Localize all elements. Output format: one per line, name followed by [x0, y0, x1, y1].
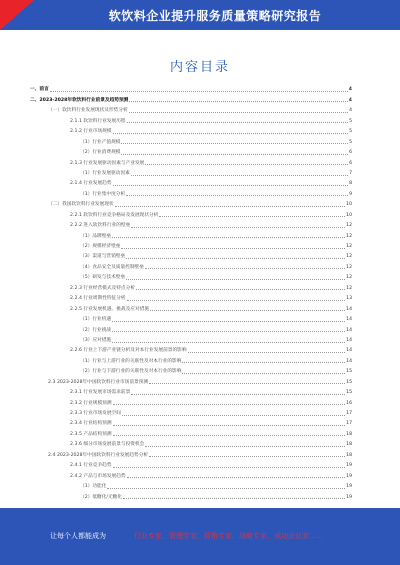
- toc-leader-dots: [50, 91, 348, 92]
- toc-entry-label: 2.1.2 行业市场规模: [70, 129, 112, 135]
- toc-entry-page: 12: [346, 254, 352, 260]
- toc-leader-dots: [122, 415, 345, 416]
- toc-heading: 内容目录: [169, 60, 230, 75]
- header-red-triangle: [0, 0, 34, 30]
- toc-entry-label: 2.3 2023-2028年中国软饮料行业市场前景预测: [48, 379, 149, 385]
- toc-entry[interactable]: [30, 177, 352, 187]
- toc-leader-dots: [136, 289, 345, 290]
- toc-entry[interactable]: [30, 302, 352, 312]
- toc-entry-label: 2.1.1 软饮料行业发展历程: [70, 118, 126, 124]
- toc-leader-dots: [126, 195, 348, 196]
- toc-entry-page: 10: [346, 202, 352, 208]
- toc-entry-page: 15: [346, 379, 352, 385]
- toc-leader-dots: [121, 248, 345, 249]
- toc-entry-page: 5: [349, 139, 352, 145]
- toc-entry-page: 9: [349, 191, 352, 197]
- toc-leader-dots: [113, 425, 346, 426]
- toc-entry-page: 16: [346, 400, 352, 406]
- toc-entry[interactable]: [30, 250, 352, 260]
- toc-entry-page: 12: [346, 275, 352, 281]
- toc-entry[interactable]: [30, 240, 352, 250]
- toc-leader-dots: [127, 300, 346, 301]
- toc-entry[interactable]: [30, 313, 352, 323]
- toc-entry-label: （4）食品安全及质量控制壁垒: [80, 264, 144, 270]
- toc-entry-label: 2.2.1 软饮料行业竞争格局及发展现状分析: [70, 212, 159, 218]
- toc-entry-page: 19: [346, 494, 352, 500]
- toc-entry-page: 18: [346, 442, 352, 448]
- toc-entry[interactable]: [30, 417, 352, 427]
- toc-entry-page: 14: [346, 358, 352, 364]
- toc-entry-label: 2.1.3 行业发展驱动因素与产业发展: [70, 160, 145, 166]
- toc-entry-page: 13: [346, 296, 352, 302]
- toc-entry-label: （二）我国软饮料行业发展现状: [48, 202, 114, 208]
- toc-entry[interactable]: [30, 469, 352, 479]
- toc-entry-label: （1）品牌壁垒: [80, 233, 112, 239]
- toc-entry-page: 17: [346, 411, 352, 416]
- toc-entry-label: （2）低糖化/无糖化: [80, 494, 123, 500]
- toc-leader-dots: [113, 404, 346, 405]
- toc-entry-label: （1）行业与上游行业的关联性及对本行业的影响: [80, 358, 182, 364]
- footer-bar: [0, 508, 400, 565]
- toc-entry[interactable]: [30, 292, 352, 302]
- toc-entry-label: （1）功能化: [80, 484, 107, 490]
- toc-entry-label: （2）行业与下游行业的关联性及对本行业的影响: [80, 369, 182, 375]
- toc-entry[interactable]: [30, 323, 352, 333]
- toc-leader-dots: [182, 373, 345, 374]
- toc-entry-page: 15: [346, 369, 352, 375]
- toc-entry[interactable]: [30, 93, 352, 103]
- toc-entry-label: （1）行业机遇: [80, 317, 112, 323]
- toc-entry-page: 4: [348, 97, 352, 103]
- toc-leader-dots: [126, 258, 345, 259]
- toc-entry[interactable]: [30, 427, 352, 437]
- toc-entry-page: 10: [346, 212, 352, 218]
- toc-leader-dots: [149, 456, 345, 457]
- toc-entry-label: 2.2.2 进入软饮料行业的壁垒: [70, 223, 131, 229]
- toc-entry[interactable]: [30, 334, 352, 344]
- toc-entry-page: 12: [346, 244, 352, 249]
- toc-entry-label: （一）软饮料行业发展现状及形势分析: [48, 108, 128, 114]
- toc-entry-page: 6: [349, 160, 352, 166]
- toc-leader-dots: [127, 477, 346, 478]
- toc-entry-label: 2.4.2 产品与市场发展趋势: [70, 473, 126, 479]
- footer-slogan: 让每个人都能成为: [50, 532, 106, 540]
- toc-entry-label: 2.3.2 行业规模预测: [70, 400, 112, 406]
- toc-entry-page: 12: [346, 233, 352, 239]
- toc-entry[interactable]: [30, 114, 352, 124]
- toc-entry-page: 8: [349, 181, 352, 187]
- toc-entry-label: （1）行业发展驱动因素: [80, 170, 130, 176]
- toc-entry-page: 19: [346, 484, 352, 490]
- toc-entry-page: 7: [349, 170, 352, 176]
- toc-entry[interactable]: [30, 480, 352, 490]
- toc-entry[interactable]: [30, 104, 352, 114]
- toc-leader-dots: [115, 206, 346, 207]
- toc-leader-dots: [126, 279, 345, 280]
- toc-entry[interactable]: [30, 396, 352, 406]
- toc-entry[interactable]: [30, 219, 352, 229]
- toc-entry[interactable]: [30, 83, 352, 93]
- toc-entry-page: 12: [346, 223, 352, 229]
- toc-entry[interactable]: [30, 386, 352, 396]
- toc-leader-dots: [145, 164, 348, 165]
- toc-entry-label: 2.3.4 行业结构预测: [70, 421, 112, 427]
- toc-entry-page: 4: [349, 108, 352, 114]
- toc-entry[interactable]: [30, 135, 352, 145]
- toc-leader-dots: [131, 394, 345, 395]
- toc-entry[interactable]: [30, 354, 352, 364]
- toc-entry[interactable]: [30, 271, 352, 281]
- toc-entry-page: 12: [346, 264, 352, 270]
- toc-entry[interactable]: [30, 281, 352, 291]
- toc-entry[interactable]: [30, 146, 352, 156]
- toc-leader-dots: [131, 227, 345, 228]
- toc-leader-dots: [112, 342, 345, 343]
- toc-entry-label: （1）行业产值规模: [80, 139, 121, 145]
- toc-entry-page: 14: [346, 327, 352, 333]
- toc-entry[interactable]: [30, 375, 352, 385]
- toc-entry[interactable]: [30, 187, 352, 197]
- toc-entry[interactable]: [30, 459, 352, 469]
- toc-entry[interactable]: [30, 344, 352, 354]
- toc-entry[interactable]: [30, 448, 352, 458]
- toc-leader-dots: [145, 268, 345, 269]
- toc-entry[interactable]: [30, 156, 352, 166]
- toc-entry-page: 12: [346, 285, 352, 291]
- toc-entry-page: 14: [346, 317, 352, 323]
- toc-entry-label: 2.2.4 行业周期性特征分析: [70, 296, 126, 302]
- toc-leader-dots: [149, 383, 345, 384]
- toc-leader-dots: [121, 154, 348, 155]
- footer-tags: 行业专家、管理专家、营销专家、战略专家、成功企业家……: [134, 532, 323, 540]
- toc-entry[interactable]: [30, 490, 352, 500]
- toc-leader-dots: [112, 331, 345, 332]
- toc-entry-label: 2.2.6 行业上下游产业链分析及对本行业发展前景的影响: [70, 348, 187, 354]
- toc-leader-dots: [145, 446, 345, 447]
- toc-entry[interactable]: [30, 208, 352, 218]
- toc-entry-page: 19: [346, 473, 352, 479]
- toc-leader-dots: [123, 498, 345, 499]
- toc-entry-label: 2.3.3 行业市场发展空间: [70, 411, 121, 416]
- toc-entry-label: 一、前言: [30, 87, 49, 93]
- toc-entry-label: 2.3.1 行业发展市场需求前景: [70, 390, 131, 396]
- report-title: 软饮料企业提升服务质量策略研究报告: [108, 9, 322, 23]
- toc-entry[interactable]: [30, 167, 352, 177]
- toc-entry-label: 2.1.4 行业发展趋势: [70, 181, 112, 187]
- toc-leader-dots: [113, 435, 346, 436]
- toc-entry-label: 2.3.5 产品结构预测: [70, 431, 112, 437]
- toc-leader-dots: [131, 175, 348, 176]
- header-bar: [0, 0, 400, 30]
- toc-leader-dots: [112, 237, 345, 238]
- toc-entry[interactable]: [30, 365, 352, 375]
- toc-entry-label: 2.2.3 行业经营模式及特点分析: [70, 285, 135, 291]
- toc-leader-dots: [188, 352, 346, 353]
- toc-entry-page: 19: [346, 463, 352, 469]
- toc-entry-page: 14: [346, 348, 352, 354]
- toc-entry-label: （3）渠道与营销壁垒: [80, 254, 126, 260]
- toc-leader-dots: [112, 321, 345, 322]
- toc-entry-label: （2）行业挑战: [80, 327, 112, 333]
- toc-entry[interactable]: [30, 229, 352, 239]
- toc-entry-label: （1）行业集中度分析: [80, 191, 126, 197]
- toc-entry-label: 2.2.5 行业发展机遇、挑战及应对措施: [70, 306, 150, 312]
- toc-entry-page: 15: [346, 390, 352, 396]
- toc-entry-label: （3）应对措施: [80, 337, 112, 343]
- toc-entry[interactable]: [30, 407, 352, 417]
- toc-leader-dots: [129, 101, 347, 102]
- toc-entry-label: 二、2023-2028年软饮料行业前景及趋势预测: [30, 97, 129, 103]
- toc-leader-dots: [182, 362, 345, 363]
- toc-leader-dots: [150, 310, 345, 311]
- toc-entry-label: 2.4 2023-2028年中国软饮料行业发展趋势分析: [48, 452, 149, 458]
- toc-entry-page: 18: [346, 452, 352, 458]
- toc-entry-page: 5: [349, 118, 352, 124]
- table-of-contents: [30, 83, 352, 501]
- toc-leader-dots: [159, 216, 345, 217]
- toc-leader-dots: [121, 143, 348, 144]
- toc-entry-page: 5: [349, 129, 352, 135]
- toc-entry-label: 2.3.6 细分市场发展前景与投资机会: [70, 442, 145, 448]
- toc-leader-dots: [127, 122, 348, 123]
- toc-leader-dots: [107, 488, 345, 489]
- toc-entry-page: 14: [346, 337, 352, 343]
- toc-entry-page: 14: [346, 306, 352, 312]
- toc-leader-dots: [113, 133, 349, 134]
- toc-entry-page: 17: [346, 421, 352, 427]
- toc-entry[interactable]: [30, 198, 352, 208]
- toc-entry-page: 4: [348, 87, 352, 93]
- toc-leader-dots: [113, 185, 349, 186]
- toc-entry-label: （5）研发与技术壁垒: [80, 275, 126, 281]
- toc-entry-label: 2.4.1 行业竞争趋势: [70, 463, 112, 469]
- toc-entry[interactable]: [30, 438, 352, 448]
- toc-entry-label: （2）规模经济壁垒: [80, 244, 121, 249]
- toc-entry[interactable]: [30, 260, 352, 270]
- toc-entry-page: 18: [346, 431, 352, 437]
- toc-entry-page: 6: [349, 150, 352, 156]
- toc-entry-label: （2）行业消费规模: [80, 150, 121, 156]
- toc-leader-dots: [129, 112, 348, 113]
- toc-leader-dots: [113, 467, 346, 468]
- toc-entry[interactable]: [30, 125, 352, 135]
